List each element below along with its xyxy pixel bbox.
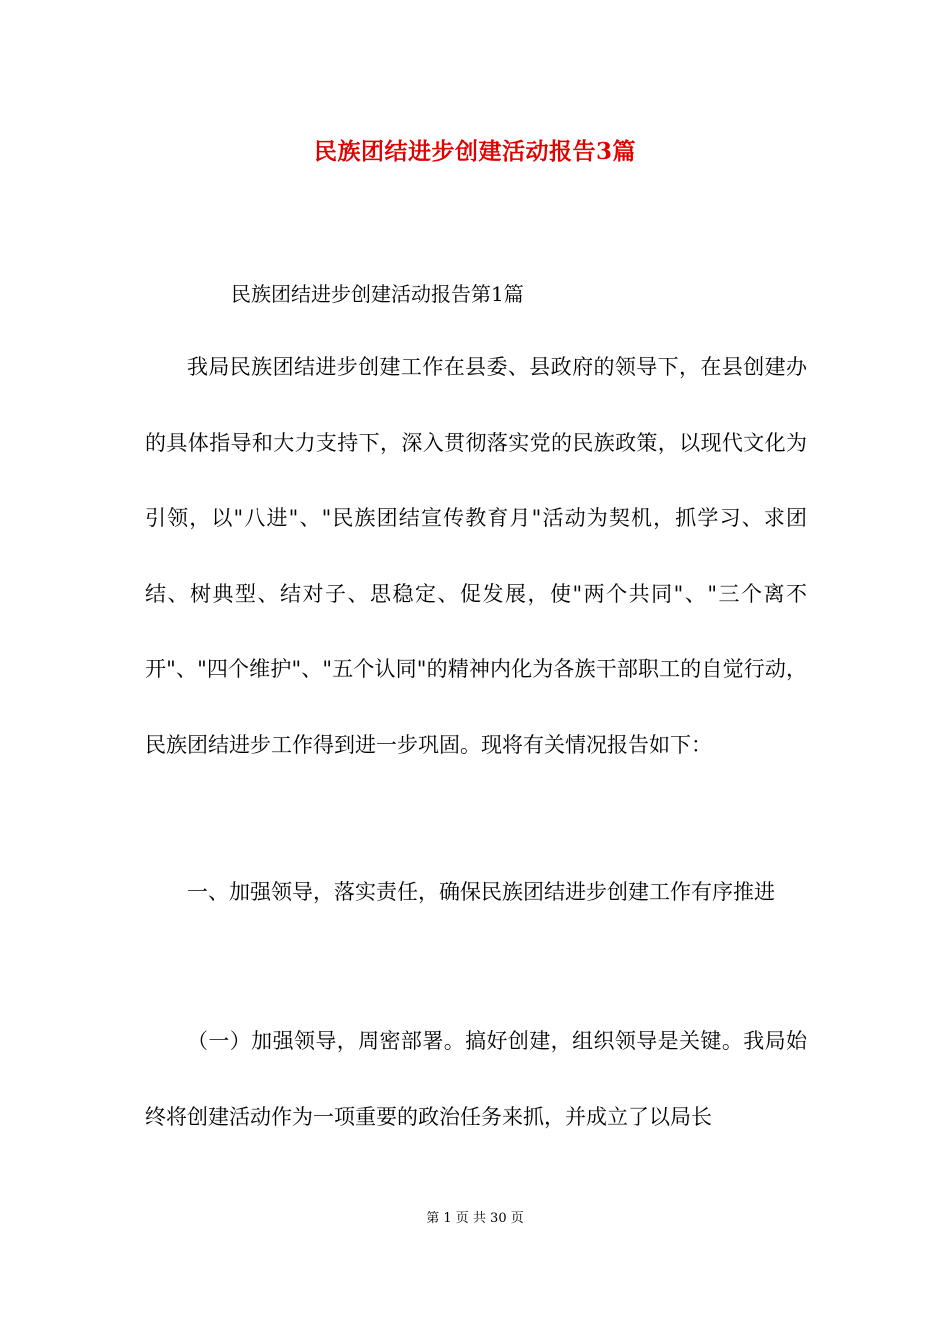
section-heading: 民族团结进步创建活动报告第1篇 bbox=[231, 282, 524, 306]
document-title: 民族团结进步创建活动报告3篇 bbox=[313, 138, 636, 165]
body-paragraph: （一）加强领导，周密部署。搞好创建，组织领导是关键。我局始终将创建活动作为一项重要的政治任务来抓，并成立了以局长 bbox=[145, 1029, 807, 1129]
body-paragraph: 我局民族团结进步创建工作在县委、县政府的领导下，在县创建办的具体指导和大力支持下，深入贯彻落实党的民族政策，以现代文化为引领，以"八进"、"民族团结宣传教育月"活动为契机，抓学习、求团结、树典型、结对子、思稳定、促发展，使"两个共同"、"三个离不开"、"四个维护"、"五个认同"的精神内化为各族干部职工的自觉行动，民族团结进步工作得到进一步巩固。现将有关情况报告如下： bbox=[145, 355, 807, 757]
page-footer bbox=[0, 1209, 950, 1229]
page-number-label: 第 1 页 共 30 页 bbox=[426, 1211, 524, 1226]
body-paragraph: 一、加强领导，落实责任，确保民族团结进步创建工作有序推进 bbox=[187, 880, 775, 904]
